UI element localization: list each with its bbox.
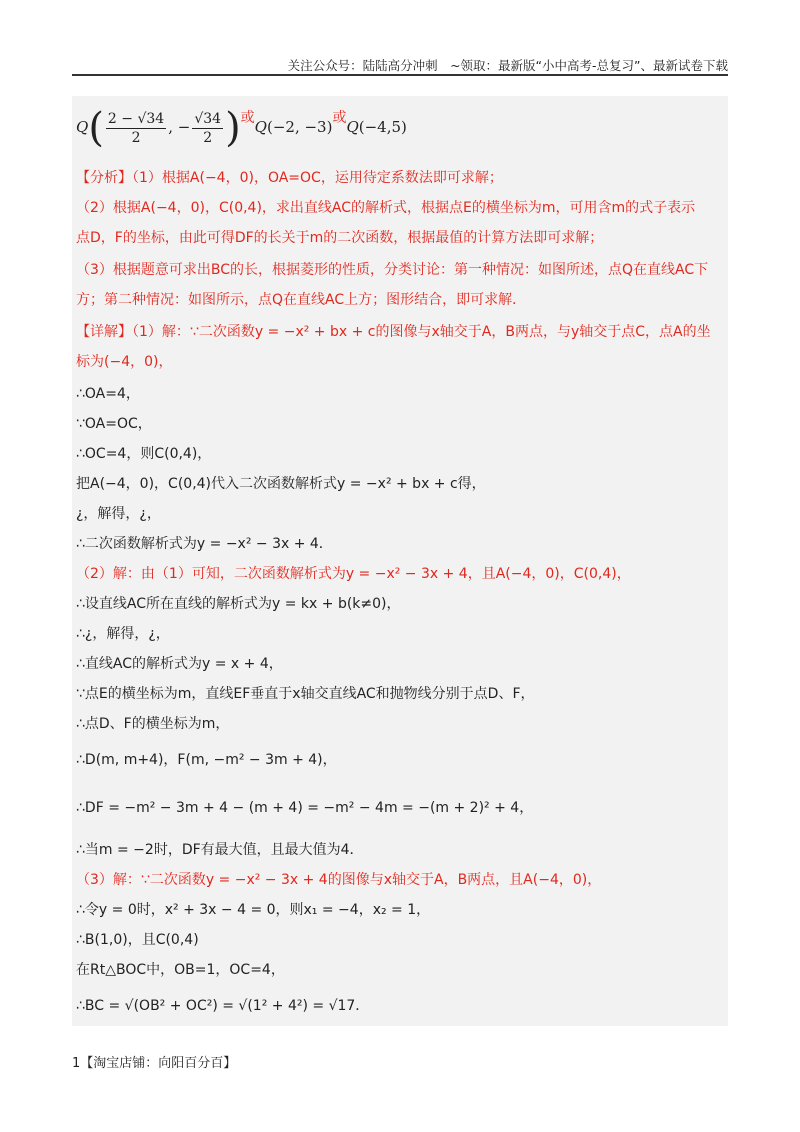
detail-line-19: ∴令y = 0时，x² + 3x − 4 = 0，则x₁ = −4，x₂ = 1， [76,902,431,918]
detail-line-22: ∴BC = √(OB² + OC²) = √(1² + 4²) = √17． [76,998,370,1014]
detail-line-17: ∴当m = −2时，DF有最大值，且最大值为4． [76,842,364,858]
detail-line-2: 标为(−4，0)， [76,354,173,370]
detail-line-21: 在Rt△BOC中，OB=1，OC=4， [76,962,285,978]
detail-line-18: （3）解：∵二次函数y = −x² − 3x + 4的图像与x轴交于A，B两点，且A(−4，0)， [76,872,602,888]
page-footer: 1【淘宝店铺：向阳百分百】 [72,1056,237,1071]
detail-line-9: （2）解：由（1）可知，二次函数解析式为y = −x² − 3x + 4，且A(−4，0)，C(0,4)， [76,566,631,582]
detail-line-7: ¿，解得，¿， [76,506,161,522]
detail-line-3: ∴OA=4， [76,386,140,402]
detail-line-8: ∴二次函数解析式为y = −x² − 3x + 4． [76,536,333,552]
analysis-line-2: （2）根据A(−4，0)，C(0,4)，求出直线AC的解析式，根据点E的横坐标为m，可用含m的式子表示 [76,200,696,216]
detail-line-15: ∴D(m, m+4)，F(m, −m² − 3m + 4)， [76,752,337,768]
detail-line-10: ∴设直线AC所在直线的解析式为y = kx + b(k≠0)， [76,596,401,612]
detail-line-20: ∴B(1,0)，且C(0,4) [76,932,199,948]
detail-line-12: ∴直线AC的解析式为y = x + 4， [76,656,283,672]
page-header: 关注公众号：陆陆高分冲刺 ~领取：最新版“小中高考-总复习”、最新试卷下载 [287,58,728,73]
solution-content [72,96,728,1026]
detail-line-13: ∵点E的横坐标为m，直线EF垂直于x轴交直线AC和抛物线分别于点D、F， [76,686,535,702]
detail-line-6: 把A(−4，0)，C(0,4)代入二次函数解析式y = −x² + bx + c得， [76,476,486,492]
answer-q-line: Q( $\frac{2 - √34}{2}$ , − $\frac{√34}{2}$ )或Q(−2, −3)或Q(−4,5) [76,105,407,151]
detail-line-5: ∴OC=4，则C(0,4)， [76,446,212,462]
q1-num1: 2 − √34 [107,110,165,127]
analysis-line-1: 【分析】（1）根据A(−4，0)，OA=OC，运用待定系数法即可求解； [76,170,503,186]
detail-line-14: ∴点D、F的横坐标为m， [76,716,230,732]
analysis-line-4: （3）根据题意可求出BC的长，根据菱形的性质，分类讨论：第一种情况：如图所述，点Q在直线AC下 [76,262,709,278]
analysis-line-3: 点D，F的坐标，由此可得DF的长关于m的二次函数，根据最值的计算方法即可求解； [76,230,604,246]
detail-line-1: 【详解】（1）解：∵二次函数y = −x² + bx + c的图像与x轴交于A，B两点，与y轴交于点C，点A的坐 [76,324,711,340]
detail-line-4: ∵OA=OC， [76,416,152,432]
q1-num2: √34 [194,110,222,127]
analysis-line-5: 方；第二种情况：如图所示，点Q在直线AC上方；图形结合，即可求解． [76,292,527,308]
detail-line-11: ∴¿，解得，¿， [76,626,170,642]
header-rule [72,74,728,76]
detail-line-16: ∴DF = −m² − 3m + 4 − (m + 4) = −m² − 4m = −(m + 2)² + 4， [76,800,534,816]
